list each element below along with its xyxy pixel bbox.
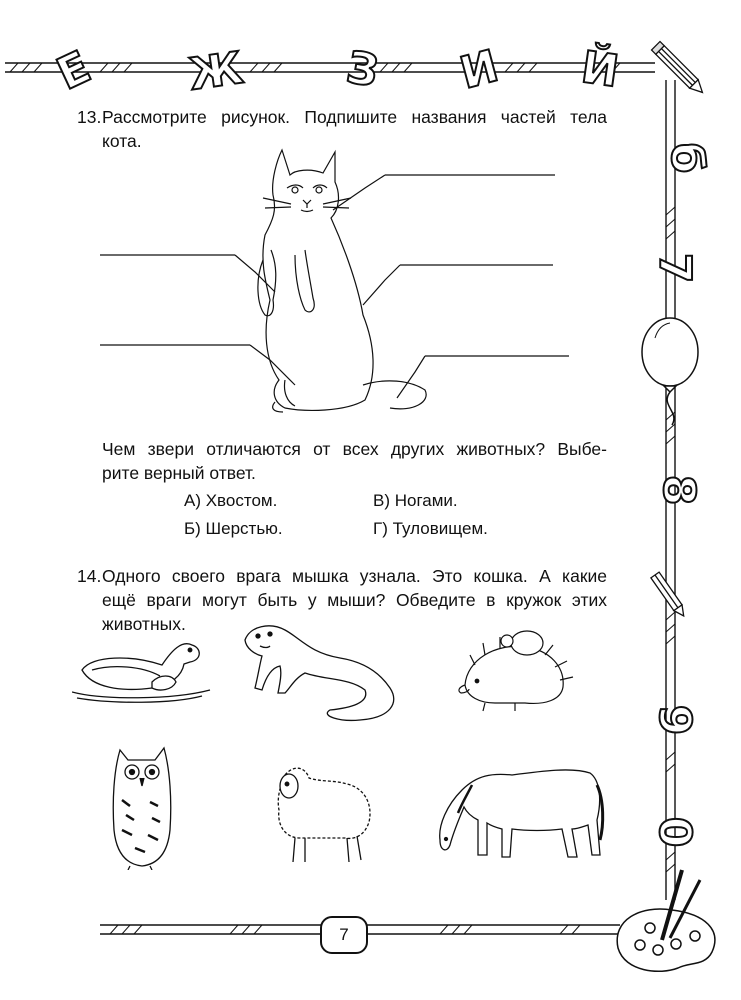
- question-text-line: ещё враги могут быть у мыши? Обведите в кружок этих: [102, 590, 607, 610]
- option-g[interactable]: Г) Туловищем.: [373, 519, 488, 538]
- question-text-line: кота.: [102, 131, 142, 151]
- option-v[interactable]: В) Ногами.: [373, 491, 458, 510]
- letter-i: И: [454, 40, 504, 100]
- question-number: 14.: [77, 566, 102, 586]
- sheep-drawing[interactable]: [265, 760, 375, 870]
- digit-8: 8: [653, 474, 704, 506]
- ferret-drawing[interactable]: [240, 618, 410, 728]
- letter-ye: Е: [49, 41, 99, 101]
- question-text-line: Одного своего врага мышка узнала. Это кошка. А какие: [102, 566, 607, 586]
- digit-0: 0: [649, 816, 700, 848]
- letter-ze: З: [342, 41, 383, 98]
- cat-drawing: [95, 140, 575, 420]
- digit-9: 9: [649, 704, 700, 736]
- question-text-line: рите верный ответ.: [102, 463, 256, 483]
- option-b[interactable]: Б) Шерстью.: [184, 519, 283, 538]
- duck-drawing[interactable]: [72, 630, 212, 705]
- digit-7: 7: [649, 252, 700, 284]
- option-a[interactable]: А) Хвостом.: [184, 491, 278, 510]
- page-number: 7: [320, 916, 368, 954]
- letter-iy: Й: [578, 41, 622, 98]
- owl-drawing[interactable]: [100, 740, 185, 870]
- question-text-line: животных.: [102, 614, 186, 634]
- question-text-line: Рассмотрите рисунок. Подпишите названия частей тела: [102, 107, 607, 127]
- hedgehog-drawing[interactable]: [455, 625, 580, 715]
- question-text-line: Чем звери отличаются от всех других животных? Выбе-: [102, 439, 607, 459]
- digit-6: б: [661, 142, 712, 174]
- letter-zhe: Ж: [185, 42, 247, 101]
- question-13-choice-prompt: [102, 437, 607, 485]
- question-number: 13.: [77, 107, 102, 127]
- horse-drawing[interactable]: [432, 745, 607, 865]
